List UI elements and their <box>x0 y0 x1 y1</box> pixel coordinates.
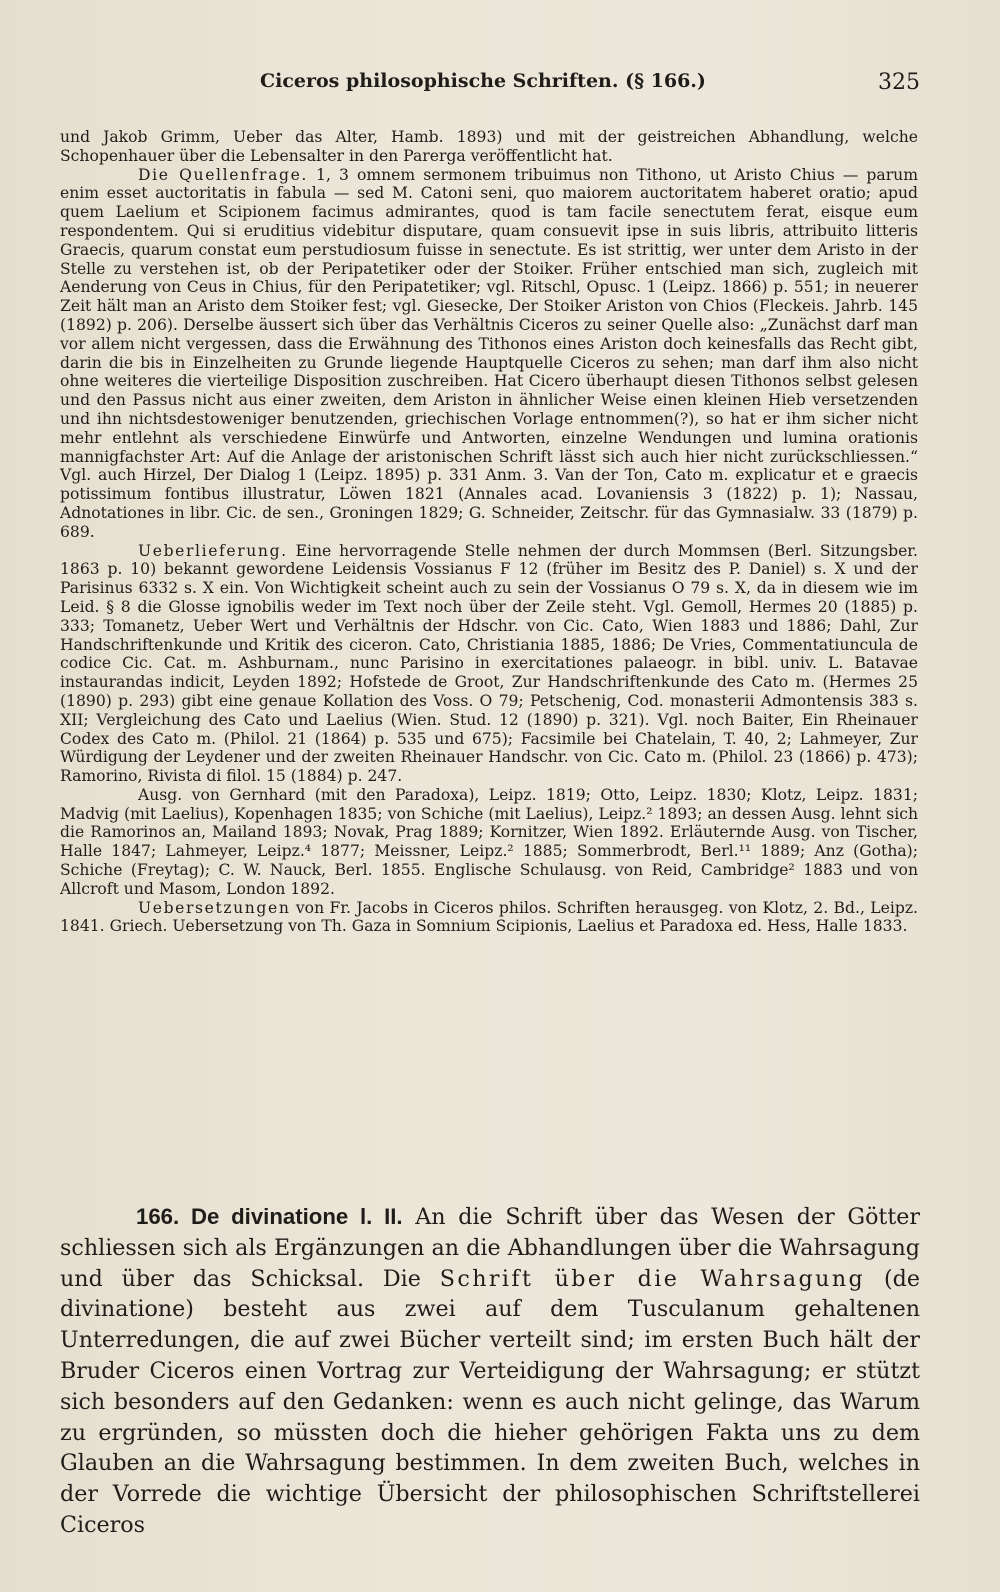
section-166 <box>60 1202 920 1541</box>
section-heading: 166. De divinatione l. II. <box>136 1204 403 1229</box>
paragraph-uebersetzungen <box>60 899 918 937</box>
paragraph-quellenfrage <box>60 166 918 542</box>
section-text-spaced: Schrift über die Wahrsagung <box>439 1265 866 1292</box>
paragraph-lead: Uebersetzungen <box>138 898 291 917</box>
paragraph-text: und Jakob Grimm, Ueber das Alter, Hamb. 1893) und mit der geistreichen Abhandlung, welche Schopenhauer über die Lebensalter in den Parerga veröffentlicht hat. <box>60 128 918 165</box>
notes-block <box>60 128 918 936</box>
paragraph-text: von Gernhard (mit den Paradoxa), Leipz. 1819; Otto, Leipz. 1830; Klotz, Leipz. 1831; Madvig (mit Laelius), Kopenhagen 1835; von Schiche (mit Laelius), Leipz.² 1893; an dessen Ausg. lehnt sich die Ramorinos an, Mailand 1893; Novak, Prag 1889; Kornitzer, Wien 1892. Erläuternde Ausg. von Tischer, Halle 1847; Lahmeyer, Leipz.⁴ 1877; Meissner, Leipz.² 1885; Sommerbrodt, Berl.¹¹ 1889; Anz (Gotha); Schiche (Freytag); C. W. Nauck, Berl. 1855. Englische Schulausg. von Reid, Cambridge² 1883 und von Allcroft und Masom, London 1892. <box>60 785 918 898</box>
paragraph-ueberlieferung <box>60 542 918 786</box>
paragraph-lead: Ueberlieferung. <box>138 541 288 560</box>
page-number: 325 <box>878 70 920 95</box>
paragraph-lead: Die Quellenfrage. <box>138 165 308 184</box>
section-text-a: An die Schrift über das Wesen der Götter schliessen sich als Ergänzungen an die Abhandlungen über die Wahrsagung und über das Schicksal. Die <box>60 1204 921 1292</box>
page-header <box>60 70 920 100</box>
paragraph-text: 1, 3 omnem sermonem tribuimus non Tithono, ut Aristo Chius — parum enim esset auctoritatis in fabula — sed M. Catoni seni, quo maiorem auctoritatem haberet oratio; apud quem Laelium et Scipionem facimus admirantes, quod is tam facile senectutem ferat, eisque eum respondentem. Qui si eruditius videbitur disputare, quam consuevit ipse in suis libris, attribuito litteris Graecis, quarum constat eum perstudiosum fuisse in senectute. Es ist strittig, wer unter dem Aristo in der Stelle zu verstehen ist, ob der Peripatetiker oder der Stoiker. Früher entschied man sich, zugleich mit Aenderung von Ceus in Chius, für den Peripatetiker; vgl. Ritschl, Opusc. 1 (Leipz. 1866) p. 551; in neuerer Zeit hält man an Aristo dem Stoiker fest; vgl. Giesecke, Der Stoiker Ariston von Chios (Fleckeis. Jahrb. 145 (1892) p. 206). Derselbe äussert sich über das Verhältnis Ciceros zu seiner Quelle also: „Zunächst darf man vor allem nicht vergessen, dass die Erwähnung des Tithonos eines Ariston doch keinesfalls das Recht gibt, darin die bis in Einzelheiten zu Grunde liegende Hauptquelle Ciceros zu sehen; man darf ihm also nicht ohne weiteres die vierteilige Disposition zuschreiben. Hat Cicero überhaupt diesen Tithonos selbst gelesen und den Passus nicht aus einer zweiten, dem Ariston in ähnlicher Weise einen kleinen Hieb versetzenden und ihn nichtsdestoweniger benutzenden, griechischen Vorlage entnommen(?), so hat er ihm sicher nicht mehr entlehnt als verschiedene Einwürfe und Antworten, einzelne Wendungen und lumina orationis mannigfachster Art: Auf die Anlage der aristonischen Schrift lässt sich auch hier nicht zurückschliessen.“ Vgl. auch Hirzel, Der Dialog 1 (Leipz. 1895) p. 331 Anm. 3. Van der Ton, Cato m. explicatur et e graecis potissimum fontibus illustratur, Löwen 1821 (Annales acad. Lovaniensis 3 (1822) p. 1); Nassau, Adnotationes in libr. Cic. de sen., Groningen 1829; G. Schneider, Zeitschr. für das Gymnasialw. 33 (1879) p. 689. <box>60 165 918 541</box>
paragraph-intro <box>60 128 918 166</box>
paragraph-text: von Fr. Jacobs in Ciceros philos. Schriften herausgeg. von Klotz, 2. Bd., Leipz. 1841. Griech. Uebersetzung von Th. Gaza in Somnium Scipionis, Laelius et Paradoxa ed. Hess, Halle 1833. <box>60 898 918 936</box>
paragraph-text: Eine hervorragende Stelle nehmen der durch Mommsen (Berl. Sitzungsber. 1863 p. 10) bekannt gewordene Leidensis Vossianus F 12 (früher im Besitz des P. Daniel) s. X und der Parisinus 6332 s. X ein. Von Wichtigkeit scheint auch zu sein der Vossianus O 79 s. X, da in diesem wie im Leid. § 8 die Glosse ignobilis weder im Text noch über der Zeile steht. Vgl. Gemoll, Hermes 20 (1885) p. 333; Tomanetz, Ueber Wert und Verhältnis der Hdschr. von Cic. Cato, Wien 1883 und 1886; Dahl, Zur Handschriftenkunde und Kritik des ciceron. Cato, Christiania 1885, 1886; De Vries, Commentatiuncula de codice Cic. Cat. m. Ashburnam., nunc Parisino in exercitationes palaeogr. in bibl. univ. L. Batavae instaurandas indicit, Leyden 1892; Hofstede de Groot, Zur Handschriftenkunde des Cato m. (Hermes 25 (1890) p. 293) gibt eine genaue Kollation des Voss. O 79; Petschenig, Cod. monasterii Admontensis 383 s. XII; Vergleichung des Cato und Laelius (Wien. Stud. 12 (1890) p. 321). Vgl. noch Baiter, Ein Rheinauer Codex des Cato m. (Philol. 21 (1864) p. 535 und 675); Facsimile bei Chatelain, T. 40, 2; Lahmeyer, Zur Würdigung der Leydener und der zweiten Rheinauer Handschr. von Cic. Cato m. (Philol. 23 (1866) p. 473); Ramorino, Rivista di filol. 15 (1884) p. 247. <box>60 541 918 786</box>
section-paragraph <box>60 1202 920 1541</box>
section-text-b: (de divinatione) besteht aus zwei auf dem Tusculanum gehaltenen Unterredungen, die auf zwei Bücher verteilt sind; im ersten Buch hält der Bruder Ciceros einen Vortrag zur Verteidigung der Wahrsagung; er stützt sich besonders auf den Gedanken: wenn es auch nicht gelinge, das Warum zu ergründen, so müssten doch die hieher gehörigen Fakta uns zu dem Glauben an die Wahrsagung bestimmen. In dem zweiten Buch, welches in der Vorrede die wichtige Übersicht der philosophischen Schriftstellerei Ciceros <box>60 1265 920 1538</box>
running-title: Ciceros philosophische Schriften. (§ 166.) <box>260 70 706 92</box>
paragraph-lead: Ausg. <box>138 785 183 804</box>
paragraph-ausgaben <box>60 786 918 899</box>
